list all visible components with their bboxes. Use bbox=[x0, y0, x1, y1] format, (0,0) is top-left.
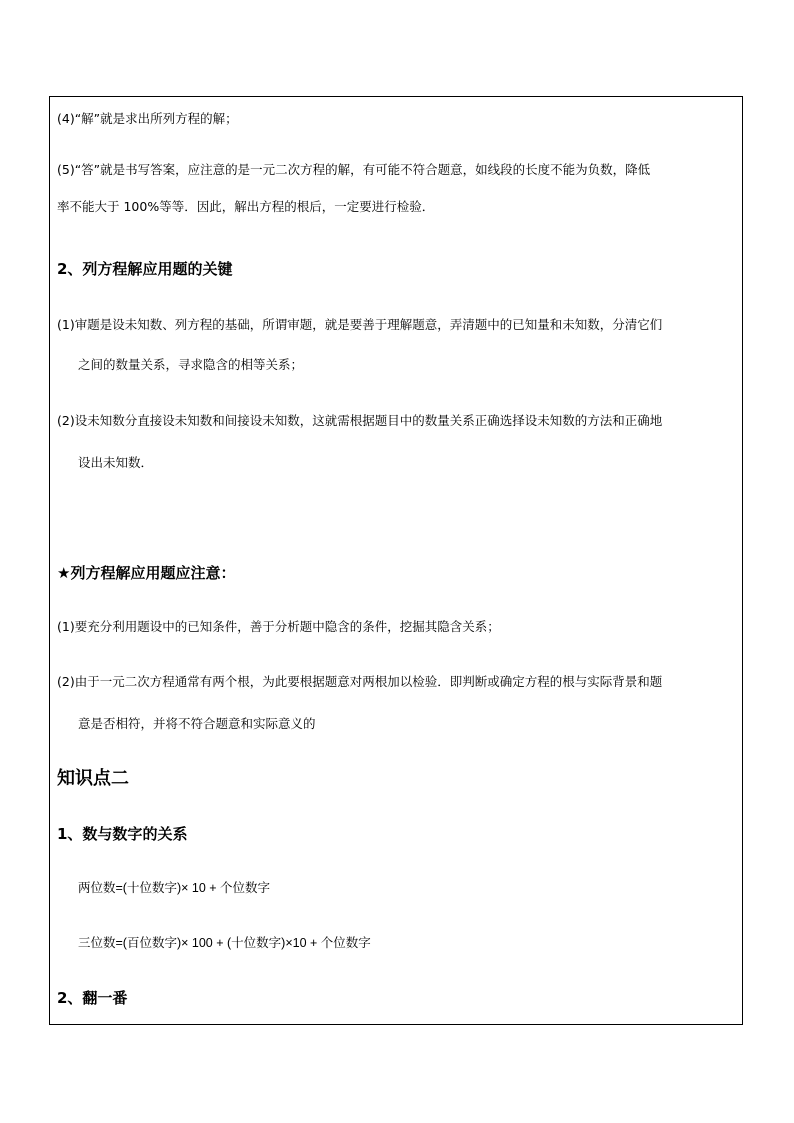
two-digit-formula: 两位数=(十位数字)× 10 + 个位数字 bbox=[78, 881, 271, 895]
note-item-2-line-2: 意是否相符，并将不符合题意和实际意义的 bbox=[78, 716, 316, 731]
note-item-1: (1)要充分利用题设中的已知条件，善于分析题中隐含的条件，挖掘其隐含关系； bbox=[57, 619, 500, 634]
number-digit-heading: 1、数与数字的关系 bbox=[57, 825, 188, 843]
note-item-2-line-1: (2)由于一元二次方程通常有两个根，为此要根据题意对两根加以检验．即判断或确定方程的根与实际背景和题 bbox=[57, 674, 663, 689]
key-item-1-line-1: (1)审题是设未知数、列方程的基础，所谓审题，就是要善于理解题意，弄清题中的已知量和未知数，分清它们 bbox=[57, 317, 663, 332]
key-item-2-line-2: 设出未知数． bbox=[78, 455, 154, 470]
item-5-line-2: 率不能大于 100%等等．因此，解出方程的根后，一定要进行检验． bbox=[57, 199, 435, 214]
three-digit-formula: 三位数=(百位数字)× 100 + (十位数字)×10 + 个位数字 bbox=[78, 936, 371, 950]
key-item-2-line-1: (2)设未知数分直接设未知数和间接设未知数，这就需根据题目中的数量关系正确选择设未知数的方法和正确地 bbox=[57, 413, 663, 428]
doubling-heading: 2、翻一番 bbox=[57, 989, 128, 1007]
knowledge-point-2-title: 知识点二 bbox=[57, 768, 129, 789]
notes-heading: ★列方程解应用题应注意： bbox=[57, 564, 236, 582]
section-2-heading: 2、列方程解应用题的关键 bbox=[57, 260, 233, 278]
item-5-line-1: (5)“答”就是书写答案，应注意的是一元二次方程的解，有可能不符合题意，如线段的长度不能为负数，降低 bbox=[57, 162, 651, 177]
key-item-1-line-2: 之间的数量关系，寻求隐含的相等关系； bbox=[78, 357, 304, 372]
item-4-answer-solution: (4)“解”就是求出所列方程的解； bbox=[57, 111, 238, 126]
